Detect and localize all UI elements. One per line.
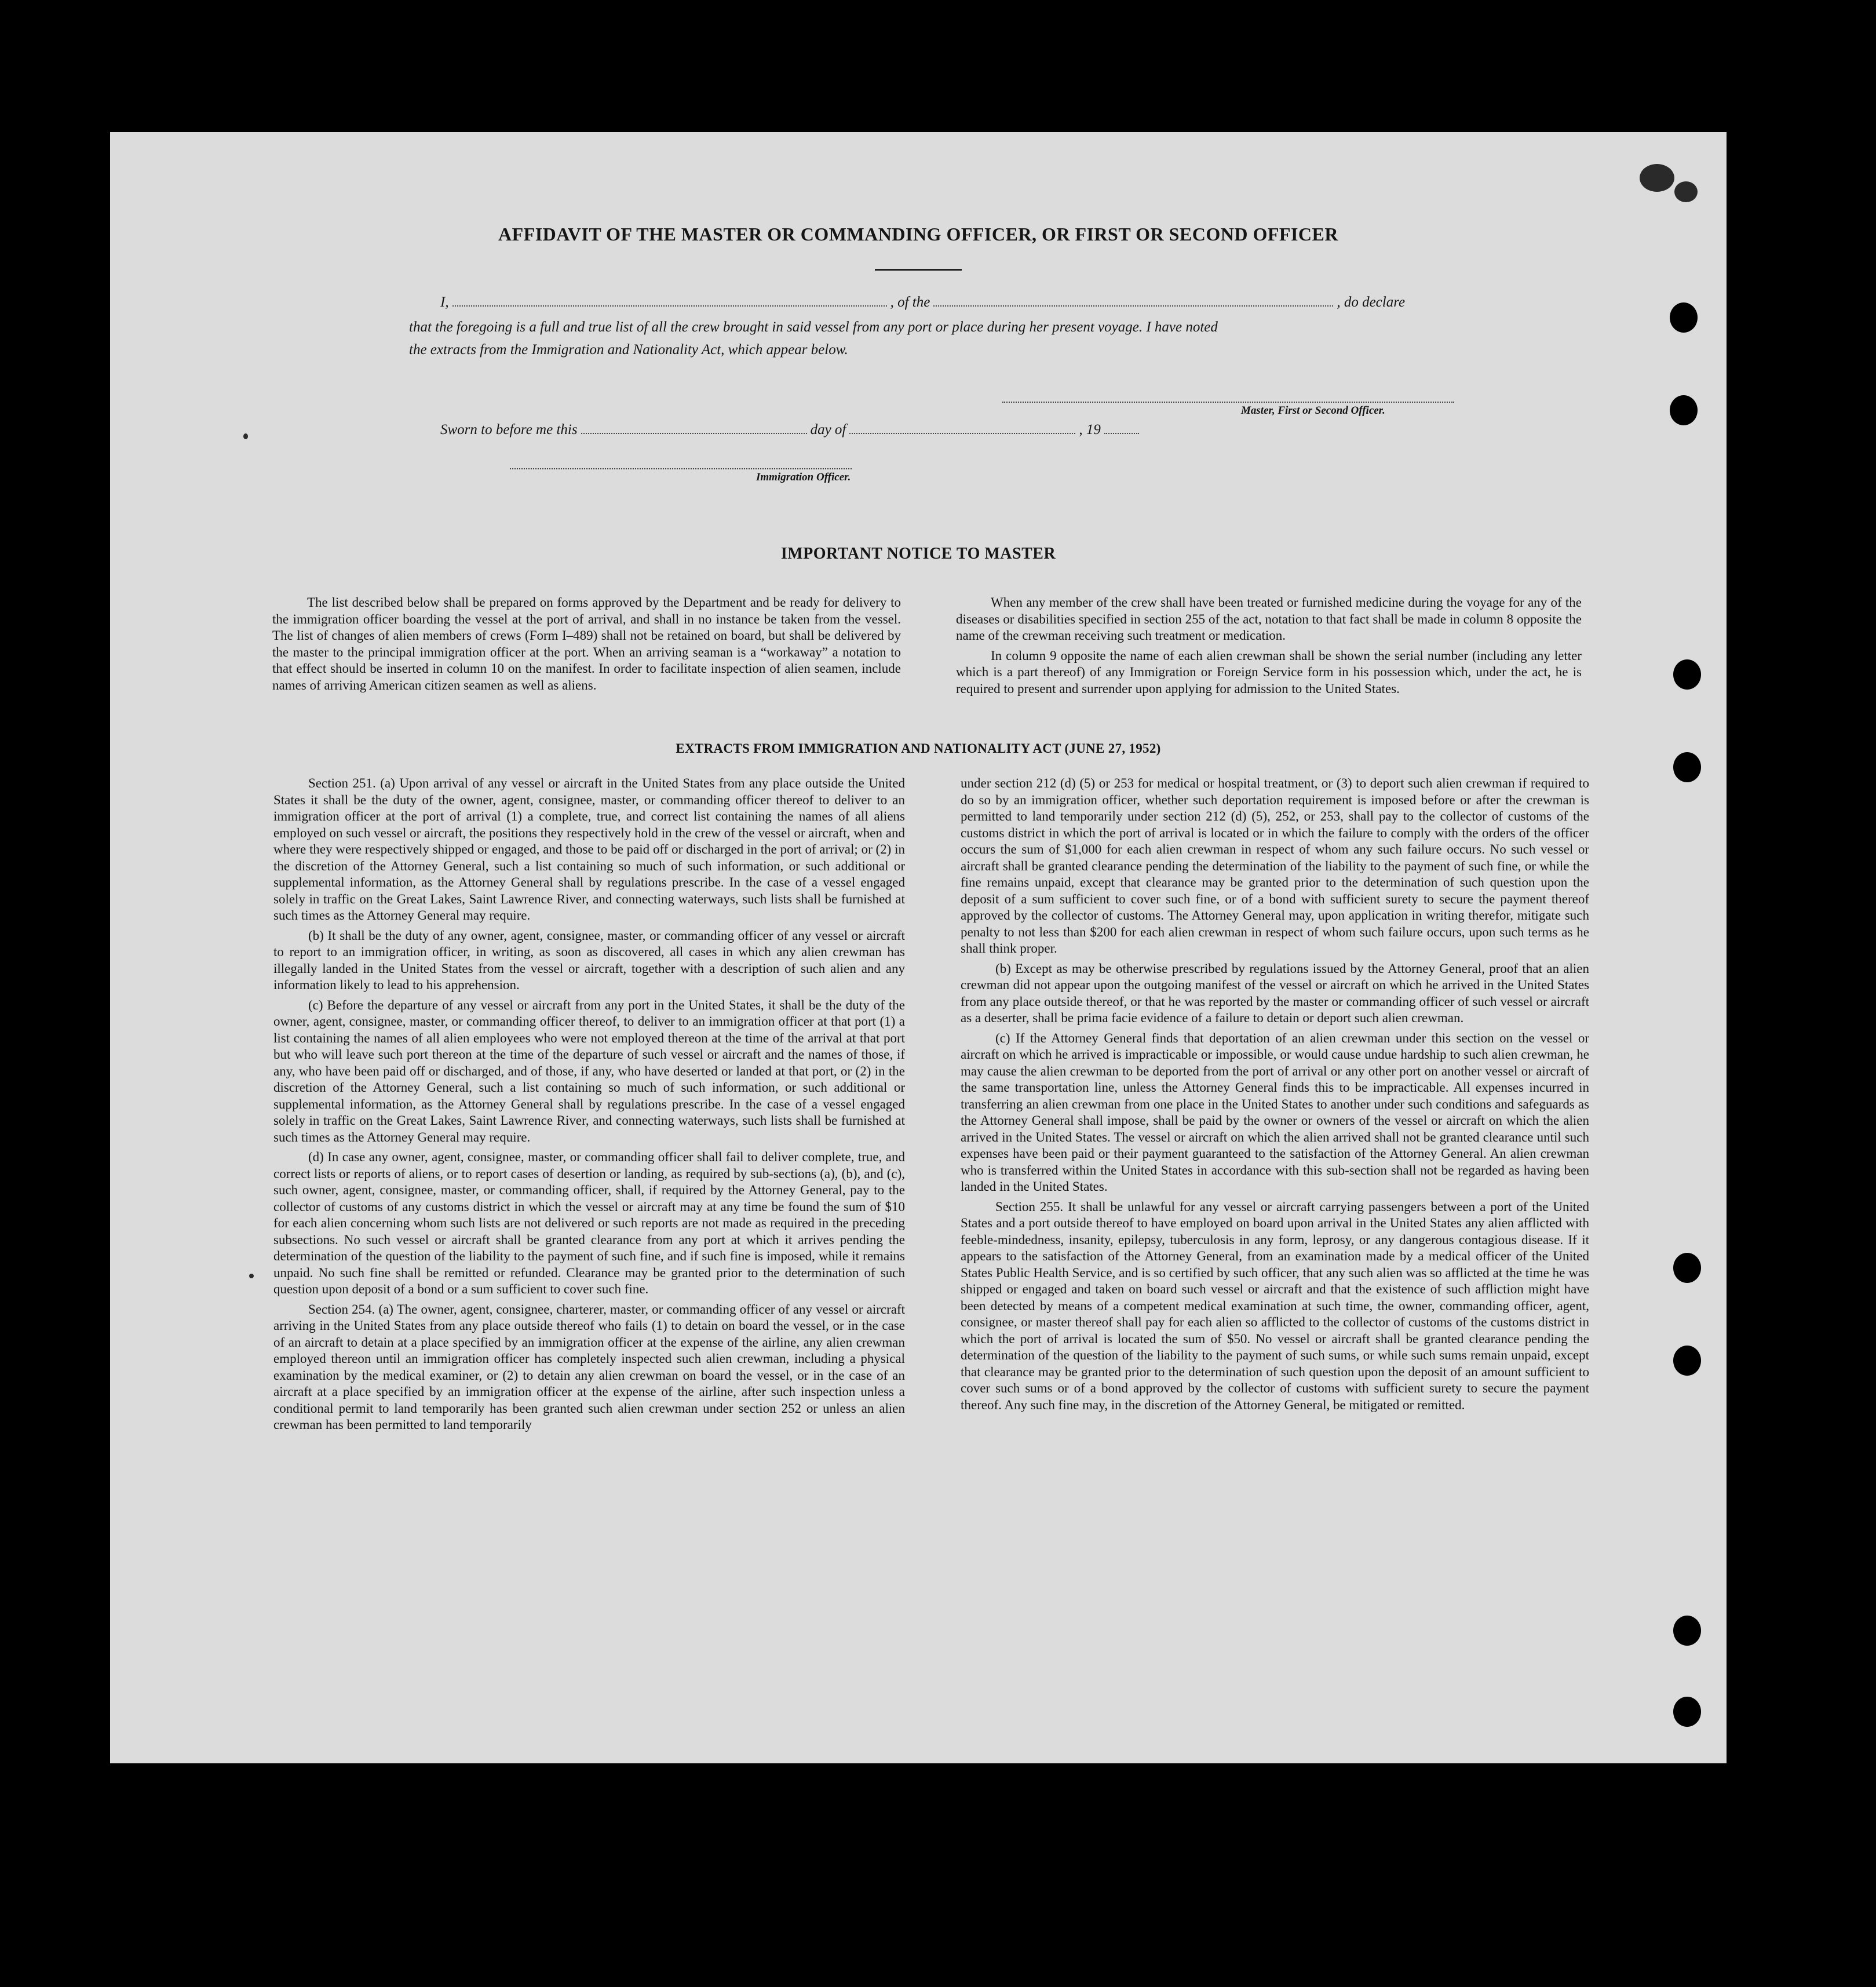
document-page bbox=[110, 132, 1727, 1763]
notice-right-column bbox=[956, 595, 1582, 701]
immigration-officer-signature-line bbox=[510, 468, 852, 469]
affidavit-title: AFFIDAVIT OF THE MASTER OR COMMANDING OFFICER, OR FIRST OR SECOND OFFICER bbox=[498, 224, 1338, 245]
ink-blot bbox=[1674, 181, 1698, 202]
binder-hole bbox=[1673, 1616, 1701, 1646]
affidavit-text-line-3: the extracts from the Immigration and Nationality Act, which appear below. bbox=[409, 342, 848, 358]
vessel-name-blank bbox=[933, 303, 1333, 307]
day-of-label: day of bbox=[810, 422, 846, 437]
binder-hole bbox=[1670, 395, 1698, 425]
notice-paragraph: The list described below shall be prepared on forms approved by the Department and be ready for delivery to the immigration officer boarding the vessel at the port of arrival, and shall in no instance be taken from the vessel. The list of changes of alien members of crews (Form I–489) shall not be retained on board, but shall be delivered by the master to the principal immigration officer at the port. When an arriving seaman is a “workaway” a notation to that effect should be inserted in column 10 on the manifest. In order to facilitate inspection of alien seamen, include names of arriving American citizen seamen as well as aliens. bbox=[272, 595, 901, 692]
declarant-name-blank bbox=[452, 303, 887, 307]
sworn-day-blank bbox=[581, 431, 807, 434]
master-signature-line bbox=[1002, 402, 1454, 403]
section-254-b: (b) Except as may be otherwise prescribed by regulations issued by the Attorney General, proof that an alien crewman did not appear upon the outgoing manifest of the vessel or aircraft on which he arrived in the United States from any place outside thereof, or that he was reported by the master or commanding officer of such vessel or aircraft as a deserter, shall be prima facie evidence of a failure to detain or deport such alien crewman. bbox=[961, 961, 1589, 1025]
sworn-line bbox=[440, 422, 1143, 438]
section-254-a: Section 254. (a) The owner, agent, consignee, charterer, master, or commanding officer of any vessel or aircraft arriving in the United States from any place outside thereof who fails (1) to detain on board the vessel, or in the case of an aircraft to detain at a place specified by an immigration officer at the expense of the airline, any alien crewman employed thereon until an immigration officer has completely inspected such alien crewman, including a physical examination by the medical examiner, or (2) to detain any alien crewman on board the vessel, or in the case of an aircraft at a place specified by an immigration officer at the expense of the airline, after such inspection unless a conditional permit to land temporarily has been granted such alien crewman under section 252 or unless an alien crewman has been permitted to land temporarily bbox=[273, 1301, 905, 1432]
extracts-right-column bbox=[961, 775, 1589, 1417]
section-251-d: (d) In case any owner, agent, consignee, master, or commanding officer shall fail to deliver complete, true, and correct lists or reports of aliens, or to report cases of desertion or landing, as required by sub-sections (a), (b), and (c), such owner, agent, consignee, master, or commanding officer, shall, if required by the Attorney General, pay to the collector of customs of any customs district in which the vessel or aircraft may at any time be found the sum of $10 for each alien concerning whom such lists are not delivered or such reports are not made as required in the preceding subsections. No such vessel or aircraft shall be granted clearance from any port at which it arrives pending the determination of the question of the liability to the payment of such fine, and if such fine is imposed, while it remains unpaid. No such fine shall be remitted or refunded. Clearance may be granted prior to the determination of such question upon deposit of a bond or a sum sufficient to cover such fine. bbox=[273, 1150, 905, 1296]
ink-speck bbox=[243, 433, 248, 439]
declarant-label: I, bbox=[440, 294, 449, 310]
sworn-label: Sworn to before me this bbox=[440, 422, 578, 437]
notice-left-column bbox=[272, 595, 901, 697]
ink-speck bbox=[249, 1274, 254, 1278]
vessel-label: , of the bbox=[890, 294, 930, 310]
affidavit-text-line-2: that the foregoing is a full and true list of all the crew brought in said vessel from any port or place during her present voyage. I have noted bbox=[409, 319, 1218, 335]
binder-hole bbox=[1673, 1697, 1701, 1727]
binder-hole bbox=[1673, 1346, 1701, 1376]
binder-hole bbox=[1673, 752, 1701, 782]
master-signature-caption: Master, First or Second Officer. bbox=[1241, 404, 1385, 417]
sworn-month-blank bbox=[849, 431, 1075, 434]
section-251-c: (c) Before the departure of any vessel or aircraft from any port in the United States, it shall be the duty of the owner, agent, consignee, master, or commanding officer thereof, to deliver to an immigration officer at that port (1) a list containing the names of all alien employees who were not employed thereon at the time of the arrival at that port but who will leave such port thereon at the time of the departure of such vessel or aircraft and the names of those, if any, who have been paid off or discharged, and of those, if any, who have deserted or landed at that port, or (2) in the discretion of the Attorney General, such a list containing so much of such information, or such additional or supplemental information, as the Attorney General shall by regulations prescribe. In the case of a vessel engaged solely in traffic on the Great Lakes, Saint Lawrence River, and connecting waterways, such lists shall be furnished at such times as the Attorney General may require. bbox=[273, 997, 905, 1144]
section-251-a: Section 251. (a) Upon arrival of any vessel or aircraft in the United States from any place outside the United States it shall be the duty of the owner, agent, consignee, master, or commanding officer thereof to deliver to an immigration officer at the port of arrival (1) a complete, true, and correct list containing the names of all aliens employed on such vessel or aircraft, the positions they respectively hold in the crew of the vessel or aircraft, when and where they were respectively shipped or engaged, and those to be paid off or discharged in the port of arrival; or (2) in the discretion of the Attorney General, such a list containing so much of such information, or such additional or supplemental information, as the Attorney General shall by regulations prescribe. In the case of a vessel engaged solely in traffic on the Great Lakes, Saint Lawrence River, and connecting waterways, such lists shall be furnished at such times as the Attorney General may require. bbox=[273, 776, 905, 923]
section-254-c: (c) If the Attorney General finds that deportation of an alien crewman under this section on the vessel or aircraft on which he arrived is impracticable or impossible, or would cause undue hardship to such alien crewman, he may cause the alien crewman to be deported from the port of arrival or any other port on another vessel or aircraft of the same transportation line, unless the Attorney General finds this to be impracticable. All expenses incurred in transferring an alien crewman from one place in the United States to another under such conditions and safeguards as the Attorney General shall impose, shall be paid by the owner or owners of the vessel or aircraft on which the alien arrived in the United States. The vessel or aircraft on which the alien arrived shall not be granted clearance until such expenses have been paid or their payment guaranteed to the satisfaction of the Attorney General. An alien crewman who is transferred within the United States in accordance with this sub-section shall not be regarded as having been landed in the United States. bbox=[961, 1030, 1589, 1194]
year-label: , 19 bbox=[1079, 422, 1101, 437]
notice-paragraph: When any member of the crew shall have been treated or furnished medicine during the voyage for any of the diseases or disabilities specified in section 255 of the act, notation to that fact shall be made in column 8 opposite the name of the crewman receiving such treatment or medication. bbox=[956, 595, 1582, 643]
binder-hole bbox=[1673, 1253, 1701, 1283]
binder-hole bbox=[1673, 659, 1701, 690]
immigration-officer-caption: Immigration Officer. bbox=[756, 471, 851, 483]
sworn-year-blank bbox=[1104, 431, 1139, 434]
binder-hole bbox=[1670, 302, 1698, 333]
notice-title: IMPORTANT NOTICE TO MASTER bbox=[780, 545, 1056, 563]
declare-label: , do declare bbox=[1337, 294, 1406, 310]
section-251-b: (b) It shall be the duty of any owner, agent, consignee, master, or commanding officer of any vessel or aircraft to report to an immigration officer, in writing, as soon as discovered, all cases in which any alien crewman has illegally landed in the United States from the vessel or aircraft, together with a description of such alien and any information likely to lead to his apprehension. bbox=[273, 928, 905, 992]
section-255: Section 255. It shall be unlawful for any vessel or aircraft carrying passengers between a port of the United States and a port outside thereof to have employed on board upon arrival in the United States any alien afflicted with feeble-mindedness, insanity, epilepsy, tuberculosis in any form, leprosy, or any dangerous contagious disease. If it appears to the satisfaction of the Attorney General, from an examination made by a medical officer of the United States Public Health Service, and is so certified by such officer, that any such alien was so afflicted at the time he was shipped or engaged and taken on board such vessel or aircraft and that the existence of such affliction might have been detected by means of a competent medical examination at such time, the owner, commanding officer, agent, consignee, or master thereof shall pay for each alien so afflicted to the collector of customs of the customs district in which the port of arrival is located the sum of $50. No vessel or aircraft shall be granted clearance pending the determination of the question of the liability to the payment of such sums, or while such sums remain unpaid, except that clearance may be granted prior to the determination of such question upon the deposit of an amount sufficient to cover such sums or of a bond approved by the collector of customs with sufficient surety to secure the payment thereof. Any such fine may, in the discretion of the Attorney General, be mitigated or remitted. bbox=[961, 1199, 1589, 1412]
affidavit-declaration-line bbox=[440, 294, 1405, 311]
extracts-left-column bbox=[273, 775, 905, 1437]
notice-paragraph: In column 9 opposite the name of each alien crewman shall be shown the serial number (including any letter which is a part thereof) of any Immigration or Foreign Service form in his possession which, under the act, he is required to present and surrender upon applying for admission to the United States. bbox=[956, 648, 1582, 696]
extracts-title: EXTRACTS FROM IMMIGRATION AND NATIONALITY ACT (JUNE 27, 1952) bbox=[676, 741, 1161, 756]
section-254-a-continued: under section 212 (d) (5) or 253 for medical or hospital treatment, or (3) to deport such alien crewman if required to do so by an immigration officer, whether such deportation requirement is imposed before or after the crewman is permitted to land temporarily under section 212 (d) (5), 252, or 253, shall pay to the collector of customs of the customs district in which the port of arrival is located or in which the failure to comply with the orders of the officer occurs the sum of $1,000 for each alien crewman in respect of whom any such failure occurs. No such vessel or aircraft shall be granted clearance pending the determination of the liability to the payment of such fine, or while the fine remains unpaid, except that clearance may be granted prior to the determination of such question upon the deposit of a sum sufficient to cover such fine, or of a bond with sufficient surety to secure the payment thereof approved by the collector of customs. The Attorney General may, upon application in writing therefor, mitigate such penalty to not less than $200 for each alien crewman in respect of whom such failure occurs, upon such terms as he shall think proper. bbox=[961, 776, 1589, 956]
ink-blot bbox=[1640, 164, 1674, 192]
title-divider bbox=[875, 269, 962, 271]
